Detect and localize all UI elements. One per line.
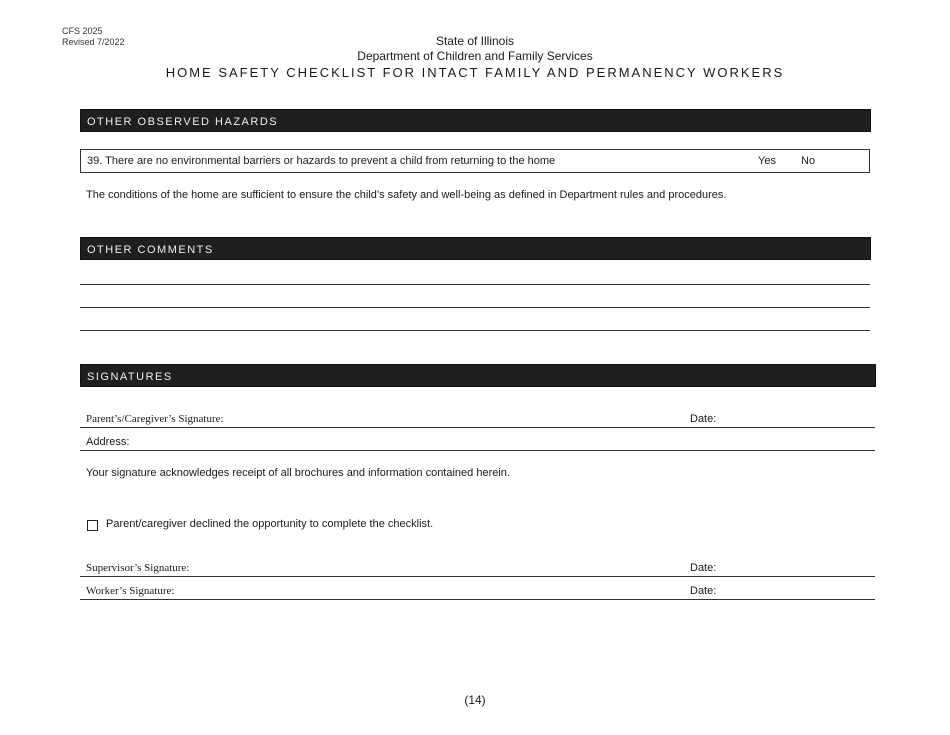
page-number: (14) bbox=[464, 693, 486, 707]
supervisor-date-label: Date: bbox=[690, 562, 717, 574]
comment-line-1[interactable] bbox=[80, 284, 870, 285]
supervisor-signature-line[interactable] bbox=[80, 576, 875, 577]
worker-date-label: Date: bbox=[690, 585, 717, 597]
worker-signature-label: Worker’s Signature: bbox=[86, 585, 175, 597]
revision-date: Revised 7/2022 bbox=[62, 37, 125, 47]
section-header-hazards: OTHER OBSERVED HAZARDS bbox=[80, 109, 871, 132]
department-name: Department of Children and Family Services bbox=[357, 49, 593, 63]
conditions-statement: The conditions of the home are sufficient to ensure the child’s safety and well-being as defined in Department rules and procedures. bbox=[86, 189, 727, 201]
declined-label: Parent/caregiver declined the opportunity to complete the checklist. bbox=[106, 518, 434, 530]
parent-signature-line[interactable] bbox=[80, 427, 875, 428]
parent-date-label: Date: bbox=[690, 413, 717, 425]
no-option[interactable]: No bbox=[801, 155, 816, 167]
section-header-signatures: SIGNATURES bbox=[80, 364, 876, 387]
address-label: Address: bbox=[86, 436, 130, 448]
supervisor-signature-label: Supervisor’s Signature: bbox=[86, 562, 190, 574]
comment-line-2[interactable] bbox=[80, 307, 870, 308]
question-39-row bbox=[80, 149, 870, 173]
question-39-text: 39. There are no environmental barriers or hazards to prevent a child from returning to the home bbox=[87, 155, 556, 167]
parent-signature-label: Parent’s/Caregiver’s Signature: bbox=[86, 413, 224, 425]
state-name: State of Illinois bbox=[435, 34, 515, 48]
comment-line-3[interactable] bbox=[80, 330, 870, 331]
form-title: HOME SAFETY CHECKLIST FOR INTACT FAMILY AND PERMANENCY WORKERS bbox=[165, 65, 785, 80]
declined-checkbox[interactable] bbox=[87, 520, 98, 531]
yes-option[interactable]: Yes bbox=[758, 155, 776, 167]
worker-signature-line[interactable] bbox=[80, 599, 875, 600]
address-line[interactable] bbox=[80, 450, 875, 451]
acknowledgement-text: Your signature acknowledges receipt of all brochures and information contained herein. bbox=[86, 467, 510, 479]
section-header-comments: OTHER COMMENTS bbox=[80, 237, 871, 260]
form-code: CFS 2025 bbox=[62, 26, 103, 36]
